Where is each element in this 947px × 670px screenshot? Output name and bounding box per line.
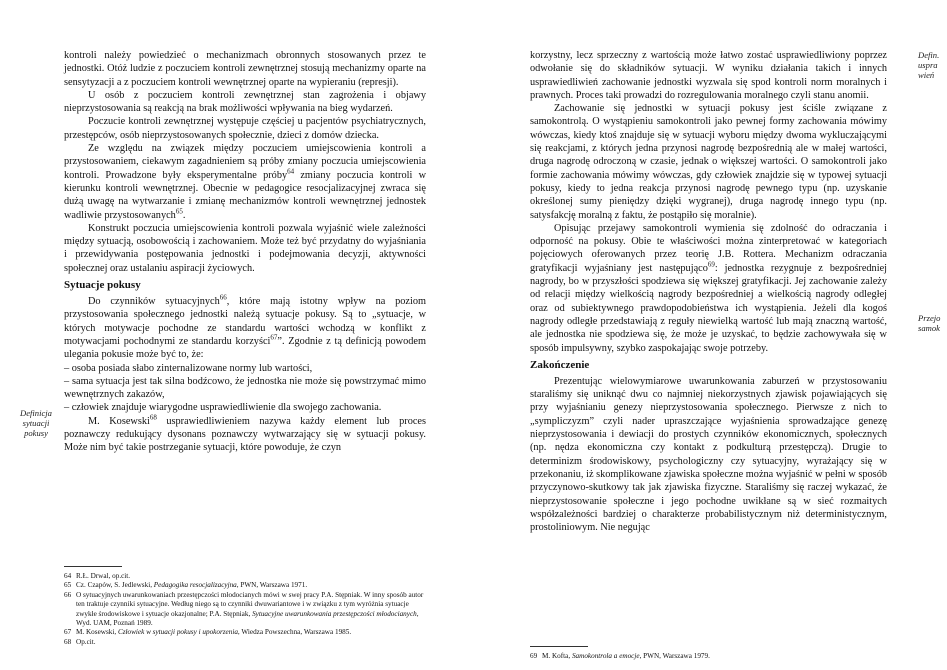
footnote-ref[interactable]: 64 xyxy=(287,167,295,176)
footnote-ref[interactable]: 69 xyxy=(707,260,715,269)
paragraph-text: Opisując przejawy samokontroli wymienia się zdolność do odraczania i odporność na pokusy. Obie te właściwości można zinterpretować w kategoriach pojęciowych oferowanych przez teorię J.B. Rottera. Mechanizm odraczania gratyfikacji wyjaśniany jest następująco xyxy=(530,222,887,274)
list-item: – człowiek znajduje wiarygodne usprawiedliwienie dla swojego zachowania. xyxy=(64,402,382,414)
paragraph-text: Ze względu na związek między poczuciem umiejscowienia kontroli a przystosowaniem, ciekawym zagadnieniem są próby zmiany poczucia umiejscowienia kontroli. Prowadzone były eksperymentalne próby xyxy=(64,143,426,181)
paragraph-text: usprawiedliwieniem nazywa każdy element lub proces poznawczy redukujący dysonans poznawczy wytwarzający się w sytuacji pokusy. Może nim być takie postrzeganie sytuacji, które powoduje, że czyn xyxy=(64,415,427,454)
paragraph: U osób z poczuciem kontroli zewnętrznej stan zagrożenia i objawy nieprzystosowania są reakcją na brak możliwości wpływania na bieg wydarzeń. xyxy=(64,89,426,115)
paragraph xyxy=(530,222,887,355)
footnote-ref[interactable]: 65 xyxy=(175,207,183,216)
right-page xyxy=(470,0,947,670)
paragraph: Poczucie kontroli zewnętrznej występuje częściej u pacjentów psychiatrycznych, przestępców, osób nieprzystosowanych społecznie, dzieci z domów dziecka. xyxy=(64,116,426,141)
footnote-text: Cz. Czapów, S. Jedlewski, Pedagogika resocjalizacyjna, PWN, Warszawa 1971. xyxy=(76,581,308,590)
section-heading: Zakończenie xyxy=(530,358,590,371)
paragraph xyxy=(64,142,426,222)
section-heading: Sytuacje pokusy xyxy=(64,279,141,292)
list-item: – sama sytuacja jest tak silna bodźcowo, że jednostka nie może się powstrzymać mimo wewnętrznych zakazów, xyxy=(64,375,426,401)
footnote xyxy=(64,591,429,629)
footnotes xyxy=(64,572,429,647)
paragraph-text: Do czynników sytuacyjnych xyxy=(88,296,220,308)
footnote-text: O sytuacyjnych uwarunkowaniach przestępczości młodocianych mówi w swej pracy P.A. Stępniak. W inny sposób autor ten traktuje czynniki sytuacyjne. Według niego są to czynniki dwuwariantowe i w związku z tym wyróżnia sytuacje zwykłe środowiskowe i sytuacje okazjonalne; P.A. Stępniak, Sytuacyjne uwarunkowania przestępczości młodocianych, Wyd. UAM, Poznań 1989. xyxy=(76,590,424,628)
footnote xyxy=(64,572,429,581)
paragraph xyxy=(64,415,426,455)
paragraph xyxy=(64,295,426,361)
paragraph: korzystny, lecz sprzeczny z wartością może łatwo zostać usprawiedliwiony poprzez odwołanie się do składników sytuacji. W wyniku działania takich i innych usprawiedliwień zachowanie jednostki wyzwala się spod kontroli norm moralnych i prawnych. Proces taki prowadzi do rozregulowania moralnego czyli stanu anomii. xyxy=(530,50,887,101)
right-text-column xyxy=(530,49,887,534)
paragraph-text: M. Kosewski xyxy=(88,415,150,427)
footnote xyxy=(64,628,429,637)
margin-note: Przejo samok xyxy=(918,313,941,333)
margin-note: Definicja sytuacji pokusy xyxy=(20,408,52,438)
footnote xyxy=(64,638,429,647)
footnote-number: 67 xyxy=(64,628,72,637)
paragraph: Prezentując wielowymiarowe uwarunkowania zaburzeń w przystosowaniu staraliśmy się uniknąć dwu co najmniej niekorzystnych zjawisk pojawiających się przy wyjaśnianiu genezy nieprzystosowania społecznego. Pierwsze z nich to „sympliczyzm” czyli nader upraszczające wyjaśnienia sprowadzające genezę nieprzystosowania i dewiacji do prostych czynników ekonomicznych, społecznych (np. nędza ekonomiczna czy kontakt z podkulturą przestępczą). Drugie to determinizm środowiskowy, psychologiczny czy sytuacyjny, wyrażający się w przekonaniu, iż skomplikowane zjawiska społeczne można wyjaśnić w pełni w sposób przyczynowo-skutkowy tak jak zjawiska fizyczne. Staraliśmy się raczej wykazać, że nieprzystosowanie społeczne i jego pochodne uwikłane są w sieć rozmaitych współzależności bardziej o charakterze probabilistycznym niż deterministycznym, prostoliniowym. Nie negując xyxy=(530,375,887,534)
footnote-text: M. Kofta, Samokontrola a emocje, PWN, Warszawa 1979. xyxy=(542,652,710,660)
paragraph-text: . xyxy=(182,209,186,221)
footnote-ref[interactable]: 66 xyxy=(219,293,227,302)
footnote-number: 69 xyxy=(530,652,538,660)
footnote xyxy=(530,652,890,661)
paragraph: Konstrukt poczucia umiejscowienia kontroli pozwala wyjaśnić wiele zależności między sytuacją, osobowością i zachowaniem. Może też być przydatny do wyjaśniania i przewidywania postępowania jednostki i podejmowania decyzji, aktywności społecznej oraz ustalaniu aspiracji życiowych. xyxy=(64,222,426,274)
paragraph-text: , które mają istotny wpływ na poziom przystosowania społecznego jednostki należą sytuacje pokusy. Są to „sytuacje, w których motywacje pochodne ze standardu wartości wchodzą w konflikt z motywacjami pochodnymi ze standardu korzyści xyxy=(64,296,426,347)
footnote-text: M. Kosewski, Człowiek w sytuacji pokusy i upokorzenia, Wiedza Powszechna, Warszawa 1985. xyxy=(76,628,352,637)
left-page xyxy=(0,0,470,670)
footnote-ref[interactable]: 67 xyxy=(270,333,278,342)
margin-note: Defin. uspra wień xyxy=(918,50,940,80)
list-item: – osoba posiada słabo zinternalizowane normy lub wartości, xyxy=(64,362,313,374)
footnote xyxy=(64,581,429,590)
paragraph-text: zmiany poczucia kontroli w kierunku kontroli wewnętrznej. Obecnie w pedagogice resocjalizacyjnej zwraca się dużą uwagę na wytwarzanie i zmianę mechanizmów kontroli wewnętrznej jednostek wadliwie przystosowanych xyxy=(64,169,427,221)
footnote-ref[interactable]: 68 xyxy=(149,413,157,422)
footnote-divider xyxy=(64,566,122,567)
footnote-number: 65 xyxy=(64,581,72,590)
footnote-divider xyxy=(530,646,588,647)
paragraph: Zachowanie się jednostki w sytuacji pokusy jest ściśle związane z samokontrolą. O wystąpieniu samokontroli jako pewnej formy zachowania mówimy wówczas, kiedy ktoś znajduje się w sytuacji wyboru między dwoma wykluczającymi się reakcjami, z których jedna przynosi nagrodę bezpośrednią ale w małej wartości, druga nagrodę odroczoną w czasie, jednak o większej wartości. O samokontroli jako formie zachowania mówimy wówczas, gdy człowiek znajdzie się w typowej sytuacji pokusy, kiedy to jedna reakcja przynosi nagrodę pewnego typu (np. uzyskanie określonej sumy pieniędzy dzięki wygranej), druga nagrodę innego typu (np. satysfakcję moralną z faktu, że postąpiło się moralnie). xyxy=(530,103,887,221)
bullet-list xyxy=(64,362,426,415)
paragraph: kontroli należy powiedzieć o mechanizmach obronnych stosowanych przez te jednostki. Otóż ludzie z poczuciem kontroli zewnętrznej stosują mechanizmy oparte na sensytyzacji a z poczuciem kontroli wewnętrznej oparte na wypieraniu (represji). xyxy=(64,50,426,88)
left-text-column xyxy=(64,49,426,455)
paragraph-text: ”. Zgodnie z tą definicją powodem ulegania pokusie może być to, że: xyxy=(64,335,426,361)
footnote-text: R.Ł. Drwal, op.cit. xyxy=(76,572,131,580)
footnotes xyxy=(530,652,890,661)
paragraph-text: : jednostka rezygnuje z bezpośredniej nagrody, bo w przyszłości spodziewa się większej gratyfikacji. Jej zachowanie zależy od relacji między wielkością nagrody bezpośredniej a wielkością nagrody odległej oraz od subiektywnego prawdopodobieństwa ich wystąpienia. Jeżeli dla kogoś nagrody odległe przedstawiają z reguły niewielką wartość lub mają znaczną wartość, ale jednostka nie spodziewa się, że może je uzyskać, to będzie zachowywała się w sposób impulsywny, szybko zaspokajając swoje potrzeby. xyxy=(530,262,887,354)
footnote-number: 68 xyxy=(64,637,72,646)
footnote-text: Op.cit. xyxy=(76,637,96,646)
footnote-number: 64 xyxy=(64,572,72,580)
footnote-number: 66 xyxy=(64,590,72,599)
